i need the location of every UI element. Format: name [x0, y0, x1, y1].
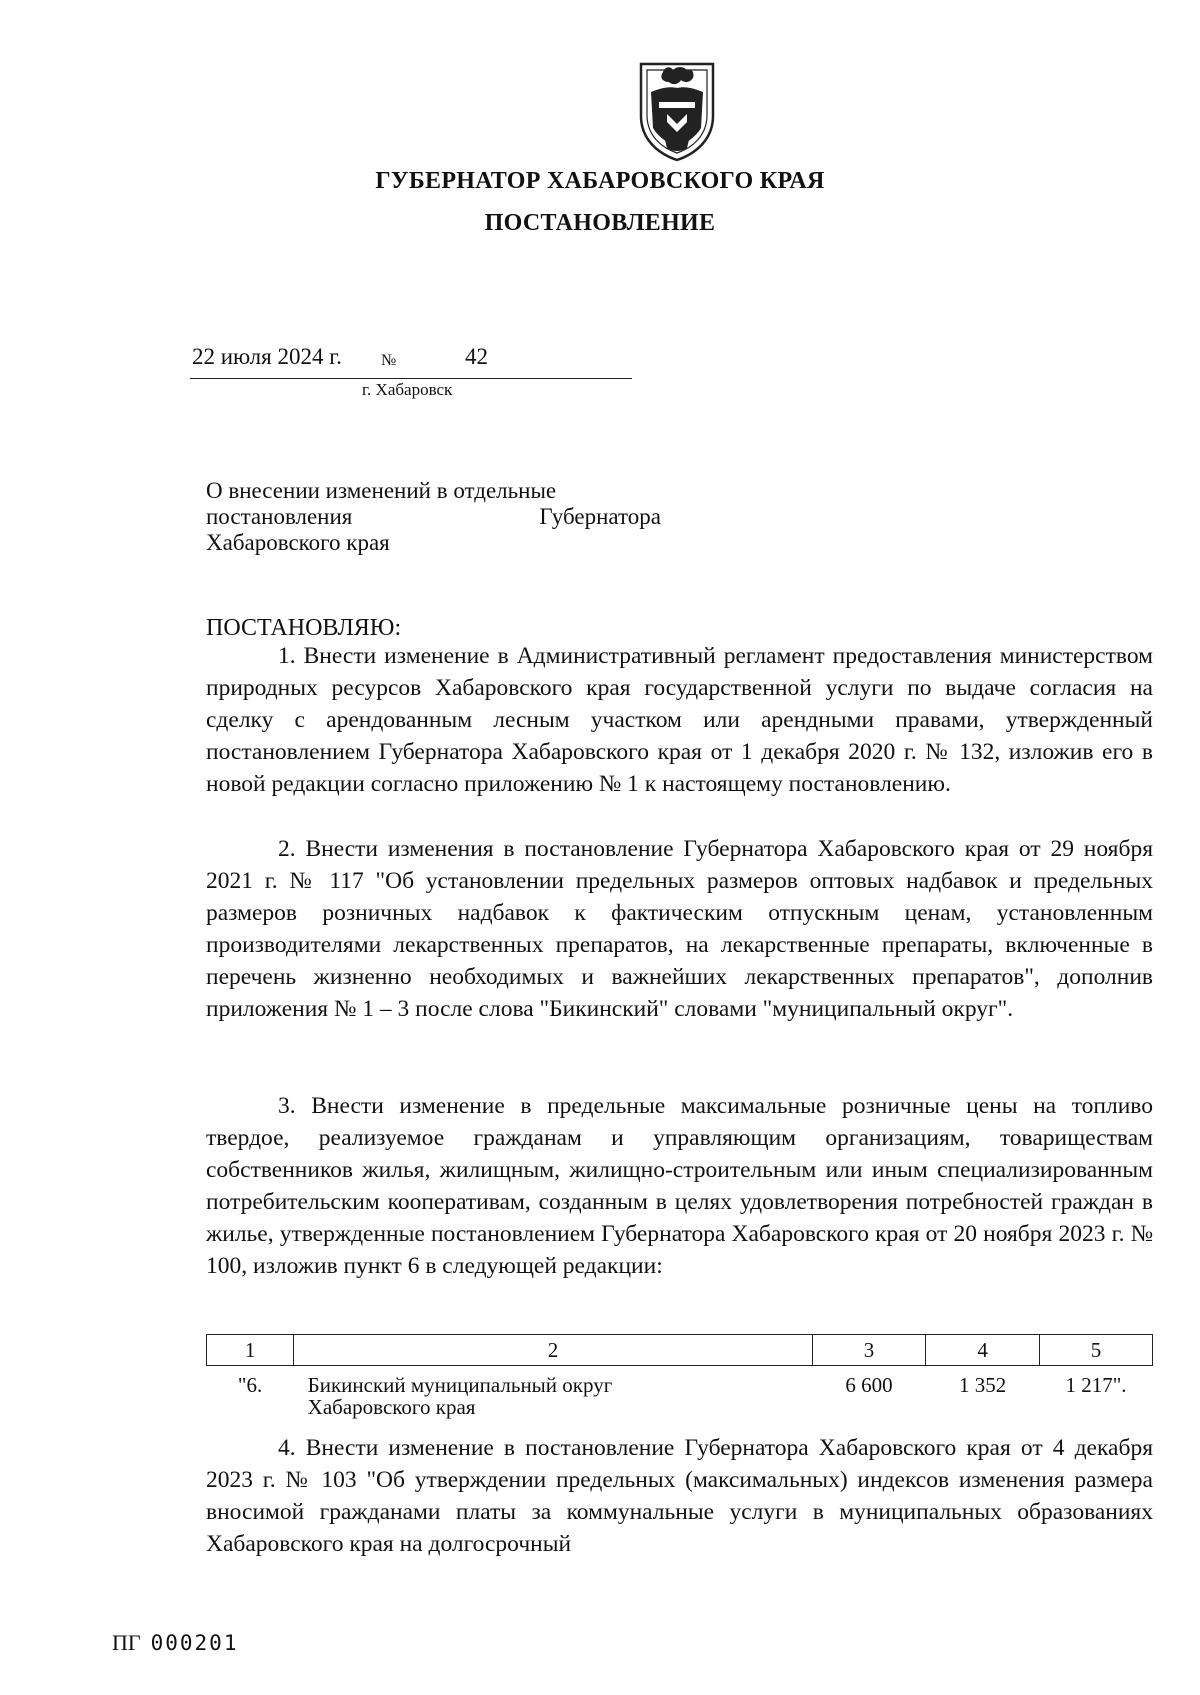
- table-header-cell: 2: [294, 1335, 813, 1366]
- document-city: г. Хабаровск: [362, 380, 453, 399]
- form-code: [112, 1630, 238, 1656]
- authority-title: ГУБЕРНАТОР ХАБАРОВСКОГО КРАЯ: [375, 168, 825, 194]
- table-cell-name: [294, 1366, 813, 1420]
- table-cell-name-line-2: Хабаровского края: [307, 1395, 476, 1419]
- table-cell-value-3: 6 600: [845, 1373, 893, 1397]
- subject-line-3: Хабаровского края: [206, 530, 390, 555]
- number-sign: №: [381, 352, 397, 369]
- paragraph-1: 1. Внести изменение в Административный регламент предоставления министерством природных ресурсов Хабаровского края государственной услуги по выдаче согласия на сделку с арендованным лесным участком или арендными правами, утвержденный постановлением Губернатора Хабаровского края от 1 декабря 2020 г. № 132, изложив его в новой редакции согласно приложению № 1 к настоящему постановлению.: [206, 643, 1153, 797]
- table-cell-name-line-1: Бикинский муниципальный округ: [307, 1373, 613, 1397]
- table-header-row: [207, 1335, 1153, 1366]
- subject-line-2: [206, 504, 661, 530]
- table-header-cell: 4: [926, 1335, 1040, 1366]
- paragraph-4: 4. Внести изменение в постановление Губернатора Хабаровского края от 4 декабря 2023 г. № 103 "Об утверждении предельных (максимальных) индексов изменения размера вносимой гражданами платы за коммунальные услуги в муниципальных образованиях Хабаровского края на долгосрочный: [206, 1435, 1153, 1557]
- table-header-cell: 1: [207, 1335, 294, 1366]
- table-cell-value-5: 1 217".: [1065, 1373, 1127, 1397]
- subject-line-2-left: постановления: [206, 504, 353, 529]
- document-number: 42: [465, 344, 488, 369]
- subject-line-1: О внесении изменений в отдельные: [206, 478, 557, 503]
- paragraph-2: 2. Внести изменения в постановление Губернатора Хабаровского края от 29 ноября 2021 г. № 117 "Об установлении предельных размеров оптовых надбавок и предельных размеров розничных надбавок к фактическим отпускным ценам, установленным производителями лекарственных препаратов, на лекарственные препараты, включенные в перечень жизненно необходимых и важнейших лекарственных препаратов", дополнив приложения № 1 – 3 после слова "Бикинский" словами "муниципальный округ".: [206, 836, 1153, 1022]
- document-date: 22 июля 2024 г.: [192, 344, 342, 369]
- subject-line-2-right: Губернатора: [539, 504, 661, 529]
- form-code-number: 000201: [150, 1631, 239, 1655]
- table-cell-number: "6.: [237, 1373, 263, 1397]
- paragraph-3: 3. Внести изменение в предельные максимальные розничные цены на топливо твердое, реализуемое гражданам и управляющим организациям, товариществам собственников жилья, жилищным, жилищно-строительным или иным специализированным потребительским кооперативам, созданным в целях удовлетворения потребностей граждан в жилье, утвержденные постановлением Губернатора Хабаровского края от 20 ноября 2023 г. № 100, изложив пункт 6 в следующей редакции:: [206, 1093, 1153, 1279]
- table-cell-value-4: 1 352: [959, 1373, 1007, 1397]
- table-header-cell: 5: [1039, 1335, 1152, 1366]
- resolve-heading: ПОСТАНОВЛЯЮ:: [206, 615, 402, 641]
- form-code-prefix: ПГ: [112, 1630, 141, 1655]
- coat-of-arms-icon: [635, 58, 719, 162]
- document-type-title: ПОСТАНОВЛЕНИЕ: [484, 210, 716, 236]
- document-subject: [206, 478, 661, 556]
- table-row: [207, 1366, 1153, 1420]
- table-header-cell: 3: [812, 1335, 926, 1366]
- price-table: [206, 1334, 1153, 1419]
